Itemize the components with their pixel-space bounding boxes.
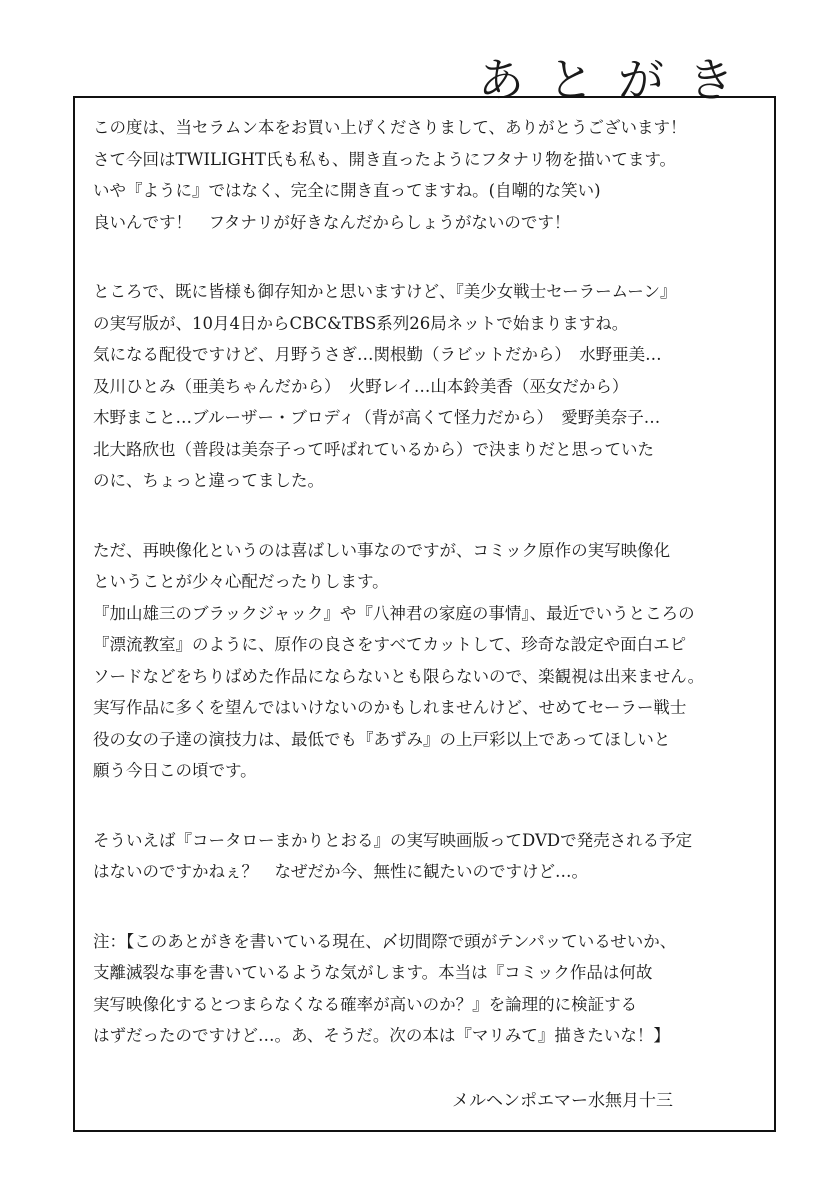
text-line: 実写映像化するとつまらなくなる確率が高いのか？』を論理的に検証する bbox=[93, 994, 638, 1014]
text-line: 『加山雄三のブラックジャック』や『八神君の家庭の事情』、最近でいうところの bbox=[93, 603, 695, 623]
paragraph bbox=[93, 112, 773, 238]
text-line: 願う今日この頃です。 bbox=[93, 761, 257, 780]
text-line: そういえば『コータローまかりとおる』の実写映画版ってDVDで発売される予定 bbox=[93, 830, 693, 850]
text-line: この度は、当セラムン本をお買い上げくださりまして、ありがとうございます！ bbox=[93, 118, 687, 137]
paragraph bbox=[93, 825, 773, 888]
text-line: 役の女の子達の演技力は、最低でも『あずみ』の上戸彩以上であってほしいと bbox=[93, 729, 671, 749]
paragraph bbox=[93, 276, 773, 497]
text-line: はないのですかねぇ？ なぜだか今、無性に観たいのですけど…。 bbox=[93, 862, 588, 881]
author-signature: メルヘンポエマー水無月十三 bbox=[452, 1091, 673, 1111]
text-line: いや『ように』ではなく、完全に開き直ってますね。(自嘲的な笑い) bbox=[93, 181, 601, 200]
text-line: ところで、既に皆様も御存知かと思いますけど、『美少女戦士セーラームーン』 bbox=[93, 282, 677, 301]
text-line: 実写作品に多くを望んではいけないのかもしれませんけど、せめてセーラー戦士 bbox=[93, 698, 687, 717]
text-line: 注：【このあとがきを書いている現在、〆切間際で頭がテンパッているせいか、 bbox=[93, 931, 677, 951]
text-line: ただ、再映像化というのは喜ばしい事なのですが、コミック原作の実写映像化 bbox=[93, 540, 671, 560]
text-line: のに、ちょっと違ってました。 bbox=[93, 471, 324, 490]
text-line: ソードなどをちりばめた作品にならないとも限らないので、楽観視は出来ません。 bbox=[93, 666, 705, 686]
text-line: 及川ひとみ（亜美ちゃんだから） 火野レイ…山本鈴美香（巫女だから） bbox=[93, 376, 629, 396]
paragraph bbox=[93, 535, 773, 787]
text-line: 北大路欣也（普段は美奈子って呼ばれているから）で決まりだと思っていた bbox=[93, 439, 654, 459]
afterword-body bbox=[93, 112, 773, 1090]
text-line: の実写版が、10月4日からCBC&TBS系列26局ネットで始まりますね。 bbox=[93, 313, 629, 333]
text-line: 『漂流教室』のように、原作の良さをすべてカットして、珍奇な設定や面白エピ bbox=[93, 635, 687, 654]
text-line: はずだったのですけど…。あ、そうだ。次の本は『マリみて』描きたいな！】 bbox=[93, 1026, 670, 1045]
text-line: 支離滅裂な事を書いているような気がします。本当は『コミック作品は何故 bbox=[93, 963, 653, 982]
paragraph bbox=[93, 926, 773, 1052]
text-line: さて今回はTWILIGHT氏も私も、開き直ったようにフタナリ物を描いてます。 bbox=[93, 149, 677, 169]
text-line: 気になる配役ですけど、月野うさぎ…関根勤（ラビットだから） 水野亜美… bbox=[93, 345, 662, 364]
text-line: 良いんです！ フタナリが好きなんだからしょうがないのです！ bbox=[93, 212, 571, 232]
page-title: あとがき bbox=[478, 53, 758, 107]
text-line: ということが少々心配だったりします。 bbox=[93, 572, 389, 591]
text-line: 木野まこと…ブルーザー・ブロディ（背が高くて怪力だから） 愛野美奈子… bbox=[93, 408, 661, 427]
